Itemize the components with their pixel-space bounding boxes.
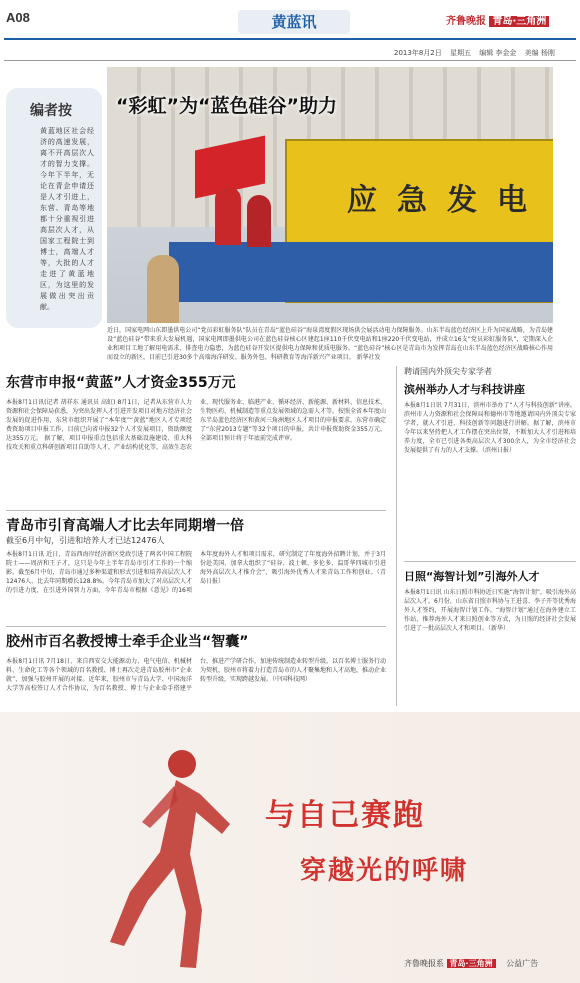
article-divider — [6, 510, 386, 511]
runner-illustration — [90, 742, 250, 972]
article-divider — [404, 561, 576, 562]
ad-subheadline: 穿越光的呼啸 — [300, 856, 469, 886]
issue-meta — [394, 48, 561, 58]
editor-note-text: 黄蓝地区社会经济的高速发展，离不开高层次人才的智力支撑。今年下半年，无论在青企申请还是人才引进上，东营、青岛等地都十分重视引进高层次人才，从国家工程院士到博士，高端人才等，大批的人才走进了黄蓝地区，为这里的发展做出突出贡献。 — [40, 127, 94, 311]
header-rule — [4, 38, 576, 40]
article2-body: 本报8月1日讯 近日，青岛西海岸经济新区党政引进了两名中国工程院院士——周济和王子才，这只是今年上半年青岛市引才工作的一个缩影。截至6月中旬，青岛市通过多种渠道和形式引进和培养高层次人才12476人，比去年同期增长128.8%。今年青岛市加大了对高层次人才的引进力度，在引进外国智力方面，今年青岛市根据《意见》的16项本年度海外人才和项目需求，研究制定了年度海外招聘计划，并于3月份赴美国、加拿大组织了“硅谷、波士顿、多伦多、温哥华四城市引进海外高层次人才推介会”，吸引海外优秀人才来青岛工作和创业。（青岛日报） — [6, 551, 386, 594]
page-header — [0, 0, 580, 57]
article1-text: 据了解，项目申报重点包括重大基础设施建设、重大科技攻关和重点科研创新项目自助等人才，产业结构优化等，高效生态农业、现代服务业、临港产业、循环经济、新能源、新材料、信息技术、生物医药、机械制造等重点发展领域的急需人才等。按照全省本年度山东半岛蓝色经济区和黄河三角洲地区人才项目的申报要求，东营市确定了“东营2013专题”等32个项目的申报，共计申报资助资金355万元，全部项目预计将于年底前完成评审。 — [6, 399, 386, 451]
article1-title: 东营市申报“黄蓝”人才资金355万元 — [6, 375, 236, 391]
page-number: A08 — [6, 10, 30, 25]
issue-date: 2013年8月2日 — [394, 49, 442, 57]
brand-tag: 青岛·三角洲 — [489, 16, 549, 27]
issue-editor: 编辑 李金金 — [479, 49, 517, 57]
article2-subtitle: 截至6月中旬，引进和培养人才已达12476人 — [6, 536, 165, 545]
lead-headline: “彩虹”为“蓝色硅谷”助力 — [116, 95, 337, 117]
editor-note — [6, 88, 102, 328]
editor-note-title: 编者按 — [30, 103, 72, 119]
brand-name: 齐鲁晚报 — [446, 16, 486, 27]
section-title: 黄蓝讯 — [238, 10, 350, 34]
right-kicker: 聘请国内外顶尖专家学者 — [404, 367, 492, 376]
ad-footer-tag: 青岛·三角洲 — [447, 959, 496, 968]
article1-body — [6, 398, 386, 506]
article1-lead: 本报8月1日讯(记者 胡祥东 通讯员 高虹) 8月1日，记者从东营市人力资源和社会保障局获悉，为突出发挥人才引进开发项目对地方经济社会发展的促进作用，东营市组织开展了“本年度”“黄蓝”地区人才专项经费资助项目申报工作，目前已向省申报32个人才发展项目，资助额度达355万元。 — [6, 399, 193, 442]
article3-body: 本报8月1日讯 7月18日，来自西安交大能源动力、电气电信、机械材料、生命化工等各个领域的百名教授、博士再次走进青岛胶州市“企业就”，加强与胶州开展的对接。近年来，胶州市与青岛大学、中国海洋大学等高校签订人才合作协议，为百名教授、博士与企业牵手搭建平台，推进产学研合作，加速传统制造业转型升级。以百名博士服务行动为契机，胶州市将着力打造青岛市的人才聚集地和人才高地，推动企业转型升级，实现跨越发展。（中国科技网） — [6, 658, 386, 692]
right-body2: 本报8月1日讯 山东日照市科协近日实施“海智计划”，吸引海外高层次人才。6月份，山东省日照市科协与王进喜、李子开等优秀海外人才签约，开展海智计划工作。“海智计划”通过在海外建立工作站、推荐海外人才来日照创业等方式，为日照的经济社会发展引进了一批高层次人才和项目。（新华） — [404, 589, 576, 632]
issue-weekday: 星期五 — [449, 49, 471, 57]
ad-footer-brand: 齐鲁晚报系 — [404, 959, 444, 968]
meta-rule — [4, 60, 576, 61]
ad-footer-label: 公益广告 — [506, 959, 539, 968]
right-body1: 本报8月1日讯 7月31日，滨州市举办了“人才与科技创新”讲座。滨州市人力资源和社会保障局和德州市等地邀请国内外顶尖专家学者，就人才引进、科技创新等问题进行讲解。据了解，滨州市今年以来坚持把人才工作摆在突出位置，不断加大人才引进和培养力度，全市已引进各类高层次人才300余人，为全市经济社会发展提供了有力的人才支撑。（滨州日报） — [404, 402, 576, 454]
right-title1: 滨州举办人才与科技讲座 — [404, 383, 525, 396]
photo-caption: 近日，国家电网山东即墨供电公司“党员彩虹服务队”队员在青岛“蓝色硅谷”海泉湾度假区现场供会展活动电力保障服务。山东半岛蓝色经济区上升为国家战略，为青岛建设“蓝色硅谷”带来重大发展机遇，国家电网即墨供电公司在蓝色硅谷核心区建起1座110千伏变电站和1座220千伏变电站，并成立16支“党员彩虹服务队”，定期深入企业和项目工地了解用电需求，排查电力隐患，为蓝色硅谷开发区提供电力保障和优质电服务。“蓝色硅谷”核心区是青岛市为发挥青岛在山东半岛蓝色经济区战略核心作用而设立的新区，目前已引进30多个高端海洋研发、服务外包、科研教育等海洋新兴产业项目。 新华社发 — [107, 327, 553, 361]
column-divider — [396, 366, 397, 706]
right-title2: 日照“海智计划”引海外人才 — [404, 570, 540, 583]
article3-title: 胶州市百名教授博士牵手企业当“智囊” — [6, 634, 249, 650]
ad-headline: 与自己赛跑 — [265, 798, 425, 833]
truck-label: 应急发电 — [347, 183, 547, 218]
issue-designer: 美编 杨刚 — [524, 49, 555, 57]
article-divider — [6, 626, 386, 627]
photo-worker — [247, 195, 271, 247]
public-ad — [0, 712, 580, 983]
left-column — [6, 372, 386, 725]
article2-title: 青岛市引育高端人才比去年同期增一倍 — [6, 518, 244, 534]
right-column — [404, 366, 576, 708]
photo-worker — [215, 187, 241, 245]
photo-truck-bed — [169, 242, 553, 302]
masthead-brand — [446, 12, 549, 27]
photo-official — [147, 255, 179, 323]
ad-footer — [404, 958, 538, 969]
